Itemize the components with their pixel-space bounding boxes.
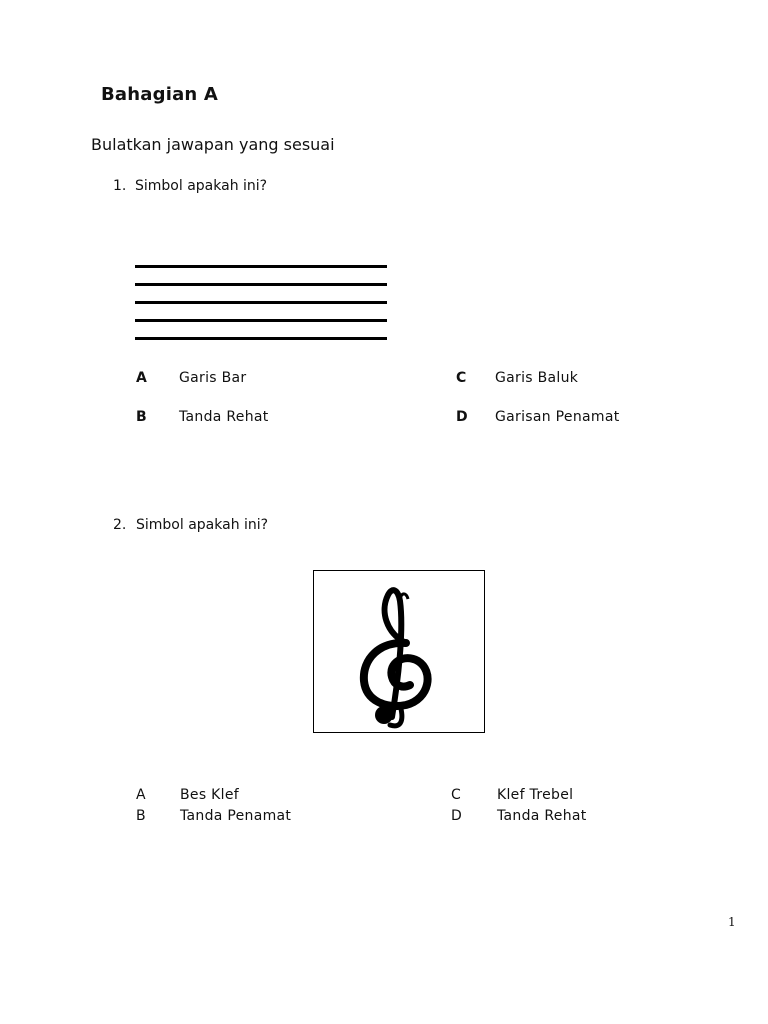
- instruction-text: Bulatkan jawapan yang sesuai: [91, 135, 335, 154]
- music-staff-icon: [135, 264, 387, 342]
- question-1-number: 1.: [113, 178, 127, 194]
- question-2-text: Simbol apakah ini?: [136, 517, 269, 533]
- page-number: 1: [728, 915, 736, 929]
- option-c-text[interactable]: Klef Trebel: [497, 787, 574, 803]
- question-2-number: 2.: [113, 517, 127, 533]
- option-b-text[interactable]: Tanda Rehat: [179, 409, 269, 425]
- treble-clef-figure: [313, 570, 485, 733]
- option-c-letter[interactable]: C: [456, 370, 467, 386]
- option-d-text[interactable]: Garisan Penamat: [495, 409, 620, 425]
- staff-line: [135, 283, 387, 286]
- staff-line: [135, 301, 387, 304]
- staff-line: [135, 265, 387, 268]
- option-b-letter[interactable]: B: [136, 409, 147, 425]
- option-a-letter[interactable]: A: [136, 370, 147, 386]
- option-a-letter[interactable]: A: [136, 787, 146, 803]
- staff-line: [135, 319, 387, 322]
- option-c-letter[interactable]: C: [451, 787, 461, 803]
- option-d-letter[interactable]: D: [451, 808, 462, 824]
- option-d-letter[interactable]: D: [456, 409, 468, 425]
- section-title: Bahagian A: [101, 84, 219, 105]
- option-a-text[interactable]: Bes Klef: [180, 787, 239, 803]
- treble-clef-icon: [314, 571, 484, 732]
- option-b-letter[interactable]: B: [136, 808, 146, 824]
- question-1-text: Simbol apakah ini?: [135, 178, 268, 194]
- option-a-text[interactable]: Garis Bar: [179, 370, 247, 386]
- staff-line: [135, 337, 387, 340]
- option-c-text[interactable]: Garis Baluk: [495, 370, 579, 386]
- option-d-text[interactable]: Tanda Rehat: [497, 808, 587, 824]
- option-b-text[interactable]: Tanda Penamat: [180, 808, 292, 824]
